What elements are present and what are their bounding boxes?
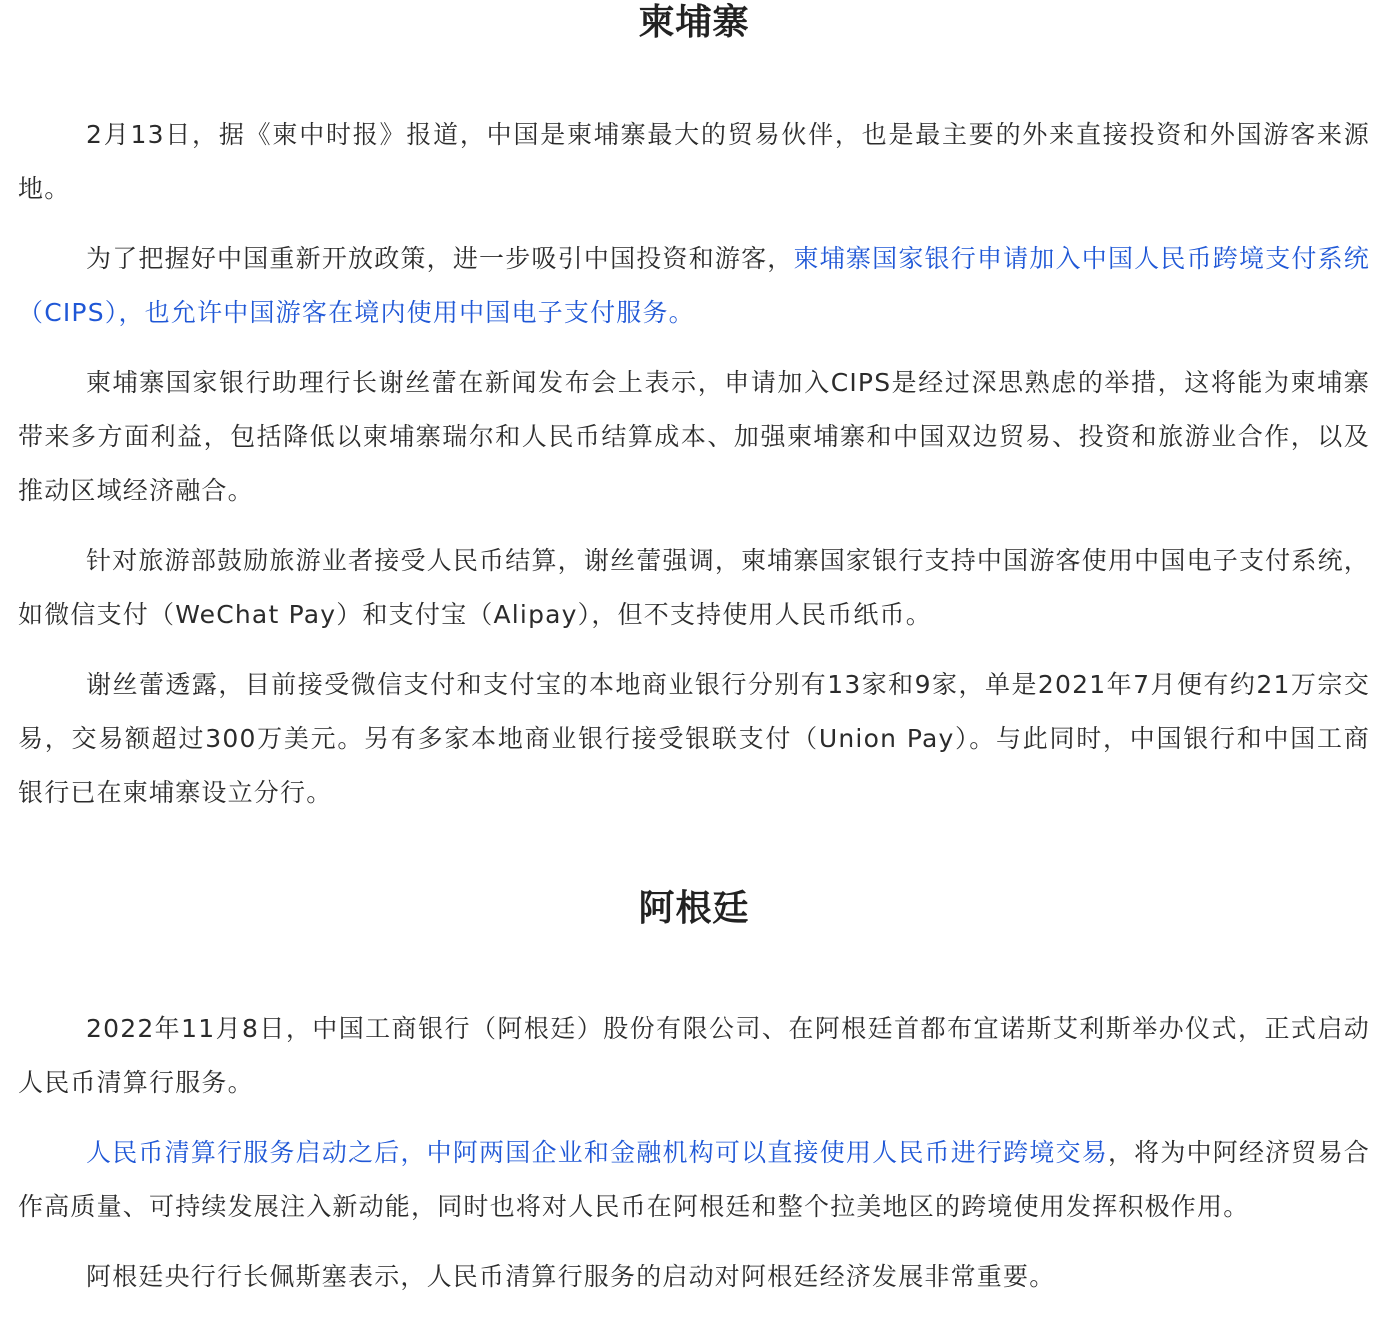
paragraph: 2022年11月8日，中国工商银行（阿根廷）股份有限公司、在阿根廷首都布宜诺斯艾利斯举办仪式，正式启动人民币清算行服务。 [18,1014,1370,1097]
highlighted-text: 人民币清算行服务启动之后，中阿两国企业和金融机构可以直接使用人民币进行跨境交易 [86,1138,1108,1167]
paragraph: 阿根廷央行行长佩斯塞表示，人民币清算行服务的启动对阿根廷经济发展非常重要。 [86,1262,1056,1291]
paragraph: 柬埔寨国家银行助理行长谢丝蕾在新闻发布会上表示，申请加入CIPS是经过深思熟虑的举措，这将能为柬埔寨带来多方面利益，包括降低以柬埔寨瑞尔和人民币结算成本、加强柬埔寨和中国双边贸易、投资和旅游业合作，以及推动区域经济融合。 [18,368,1370,505]
section-title-cambodia: 柬埔寨 [638,2,750,43]
highlighted-text: 柬埔寨国家银行申请加入中国人民币跨境支付系统（CIPS），也允许中国游客在境内使用中国电子支付服务。 [18,244,1370,327]
paragraph: 谢丝蕾透露，目前接受微信支付和支付宝的本地商业银行分别有13家和9家，单是2021年7月便有约21万宗交易，交易额超过300万美元。另有多家本地商业银行接受银联支付（Union Pay）。与此同时，中国银行和中国工商银行已在柬埔寨设立分行。 [18,670,1370,807]
paragraph-text: 为了把握好中国重新开放政策，进一步吸引中国投资和游客， [86,244,794,273]
section-title-argentina: 阿根廷 [638,888,750,929]
paragraph [18,232,1370,340]
paragraph [18,1126,1370,1234]
article [18,0,1370,1304]
paragraph: 针对旅游部鼓励旅游业者接受人民币结算，谢丝蕾强调，柬埔寨国家银行支持中国游客使用中国电子支付系统，如微信支付（WeChat Pay）和支付宝（Alipay），但不支持使用人民币纸币。 [18,546,1370,629]
paragraph-text: ，将为中阿经济贸易合作高质量、可持续发展注入新动能，同时也将对人民币在阿根廷和整个拉美地区的跨境使用发挥积极作用。 [18,1138,1370,1221]
paragraph: 2月13日，据《柬中时报》报道，中国是柬埔寨最大的贸易伙伴，也是最主要的外来直接投资和外国游客来源地。 [18,120,1370,203]
